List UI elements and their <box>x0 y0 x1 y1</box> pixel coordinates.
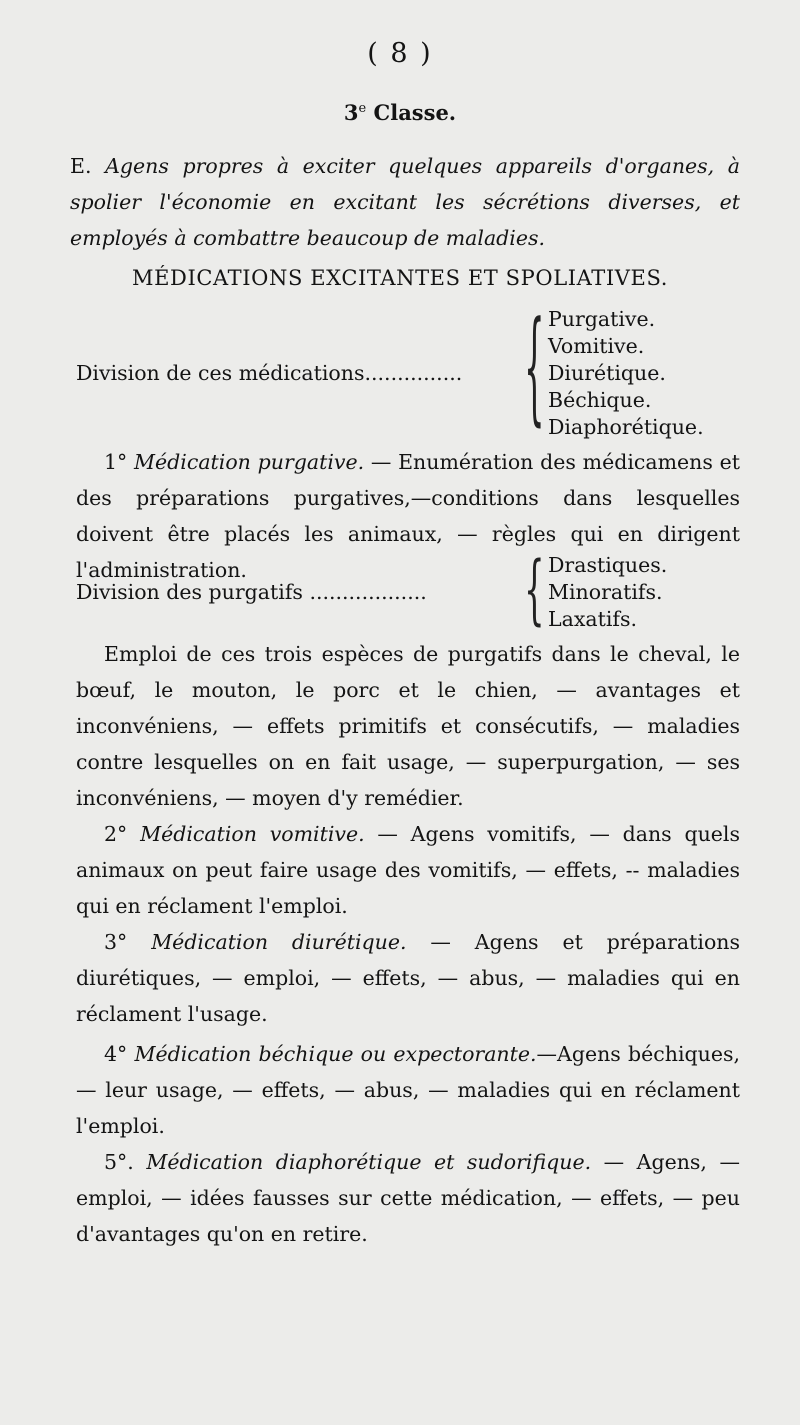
paragraph-vomitive <box>76 816 740 924</box>
paragraph-diaphoretique <box>76 1144 740 1252</box>
list-item: Minoratifs. <box>548 580 663 604</box>
class-heading <box>0 100 800 125</box>
paragraph-emploi <box>76 636 740 816</box>
page-number: ( 8 ) <box>367 38 433 69</box>
division-purgatifs-list <box>548 552 667 633</box>
paragraph-text: — Agens, — emploi, — idées fausses sur cette médication, — effets, — peu d'avantages qu'on en retire. <box>76 1150 740 1246</box>
division-medications-label: Division de ces médications............... <box>76 361 463 385</box>
class-word: Classe. <box>373 100 457 125</box>
paragraph-text: Emploi de ces trois espèces de purgatifs dans le cheval, le bœuf, le mouton, le porc et le chien, — avantages et inconvéniens, — effets primitifs et consécutifs, — maladies contre lesquelles on en fait usage, — superpurgation, — ses inconvéniens, — moyen d'y remédier. <box>76 642 740 810</box>
paragraph-title: Médication béchique ou expectorante. <box>134 1042 537 1066</box>
division-purgatifs <box>76 547 740 634</box>
paragraph-diuretique <box>76 924 740 1032</box>
paragraph-text: — Agens vomitifs, — dans quels animaux on peut faire usage des vomitifs, — effets, -- maladies qui en réclament l'emploi. <box>76 822 740 918</box>
paragraph-number: 1° <box>104 450 135 474</box>
paragraph-text: —Agens béchiques, — leur usage, — effets, — abus, — maladies qui en réclament l'emploi. <box>76 1042 740 1138</box>
brace-icon: { <box>524 547 545 634</box>
division-purgatifs-label: Division des purgatifs .................. <box>76 580 427 604</box>
paragraph-title: Médication vomitive. <box>140 822 365 846</box>
brace-icon: { <box>524 299 545 440</box>
list-item: Laxatifs. <box>548 607 638 631</box>
intro-paragraph <box>70 148 740 256</box>
paragraph-number: 3° <box>104 930 152 954</box>
division-medications-list <box>548 306 704 441</box>
paragraph-text: — Enumération des médicamens et des préparations purgatives,—conditions dans lesquelles doivent être placés les animaux, — règles qui en dirigent l'administration. <box>76 450 740 582</box>
paragraph-text: — Agens et préparations diurétiques, — emploi, — effets, — abus, — maladies qui en réclament l'usage. <box>76 930 741 1026</box>
paragraph-title: Médication diaphorétique et sudorifique. <box>146 1150 592 1174</box>
class-ordinal-suffix: e <box>358 101 367 116</box>
paragraph-number: 5°. <box>104 1150 147 1174</box>
list-item: Purgative. <box>548 307 656 331</box>
paragraph-number: 4° <box>104 1042 135 1066</box>
class-number: 3 <box>343 100 359 125</box>
intro-letter: E. <box>70 154 106 178</box>
list-item: Diaphorétique. <box>548 415 704 439</box>
intro-text: Agens propres à exciter quelques appareils d'organes, à spolier l'économie en excitant les sécrétions diverses, et employés à combattre beaucoup de maladies. <box>70 154 740 250</box>
list-item: Vomitive. <box>548 334 645 358</box>
list-item: Drastiques. <box>548 553 668 577</box>
paragraph-title: Médication diurétique. <box>151 930 407 954</box>
section-heading: MÉDICATIONS EXCITANTES ET SPOLIATIVES. <box>132 266 668 290</box>
division-medications <box>76 299 740 442</box>
list-item: Béchique. <box>548 388 652 412</box>
paragraph-number: 2° <box>104 822 141 846</box>
list-item: Diurétique. <box>548 361 666 385</box>
paragraph-bechique <box>76 1036 740 1144</box>
paragraph-title: Médication purgative. <box>134 450 365 474</box>
